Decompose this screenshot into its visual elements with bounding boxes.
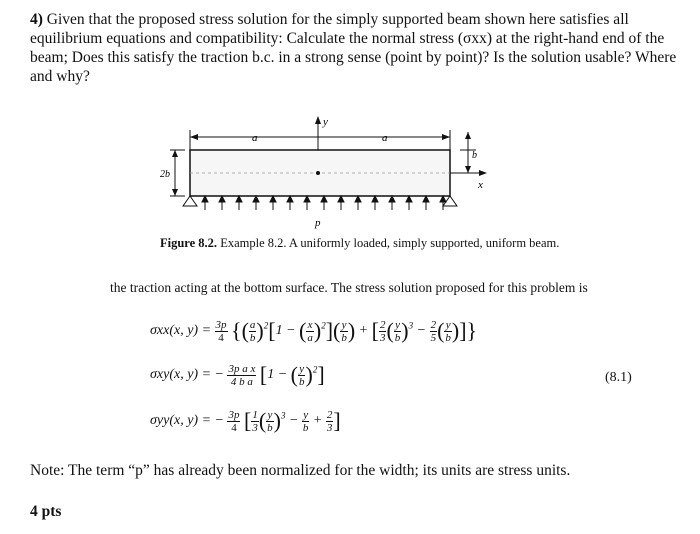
load-arrows [202, 196, 446, 210]
beam-figure [150, 110, 490, 240]
question-number: 4) [30, 11, 43, 28]
sxy-lhs: σxy(x, y) = − [150, 367, 224, 383]
question-text [30, 10, 682, 86]
load-label: p [315, 217, 321, 229]
dim-b: b [472, 150, 477, 161]
y-axis-label: y [323, 116, 328, 128]
caption-label: Figure 8.2. [160, 236, 218, 250]
sxx-lhs: σxx(x, y) = [150, 323, 212, 339]
equation-syy: σyy(x, y) = − $\frac{3p}{4}$ [ $\frac{1}{3}$ ( $\frac{y}{b}$ )$^3$ − $\frac{y}{b}$ + $\frac{2}{3}$ ] [150, 408, 341, 434]
note-text: Note: The term “p” has already been normalized for the width; its units are stress units. [30, 462, 571, 479]
question-body: Given that the proposed stress solution for the simply supported beam shown here satisfies all equilibrium equations and compatibility: Calculate the normal stress (σxx) at the right-hand end of the beam; Does this satisfy the traction b.c. in a strong sense (point by point)? Is the solution usable? Where and why? [30, 11, 677, 85]
dim-a-left: a [252, 132, 258, 144]
equation-sxy: σxy(x, y) = − $\frac{\text{3p a x}}{\text{4 b a}}$ [1 − ( $\frac{y}{b}$ )$^2$] [150, 362, 325, 388]
syy-lhs: σyy(x, y) = − [150, 413, 224, 429]
caption-text: Example 8.2. A uniformly loaded, simply supported, uniform beam. [220, 236, 560, 250]
dim-2b: 2b [160, 169, 170, 180]
intro-text: the traction acting at the bottom surface. The stress solution proposed for this problem is [110, 280, 588, 295]
x-axis-label: x [478, 179, 483, 191]
equation-number: (8.1) [605, 370, 632, 385]
equation-sxx: σxx(x, y) = $\frac{3p}{4}$ {( $\frac{a}{b}$ )$^2$[1 − ( $\frac{x}{a}$ )$^2$]( $\frac{y}{b}$ ) + [ $\frac{2}{3}$ ( $\frac{y}{b}$ )$^3$ − $\frac{2}{5}$ ( $\frac{y}{b}$ )]} [150, 318, 478, 344]
dim-a-right: a [382, 132, 388, 144]
points-label: 4 pts [30, 503, 62, 520]
figure-caption [160, 236, 559, 251]
